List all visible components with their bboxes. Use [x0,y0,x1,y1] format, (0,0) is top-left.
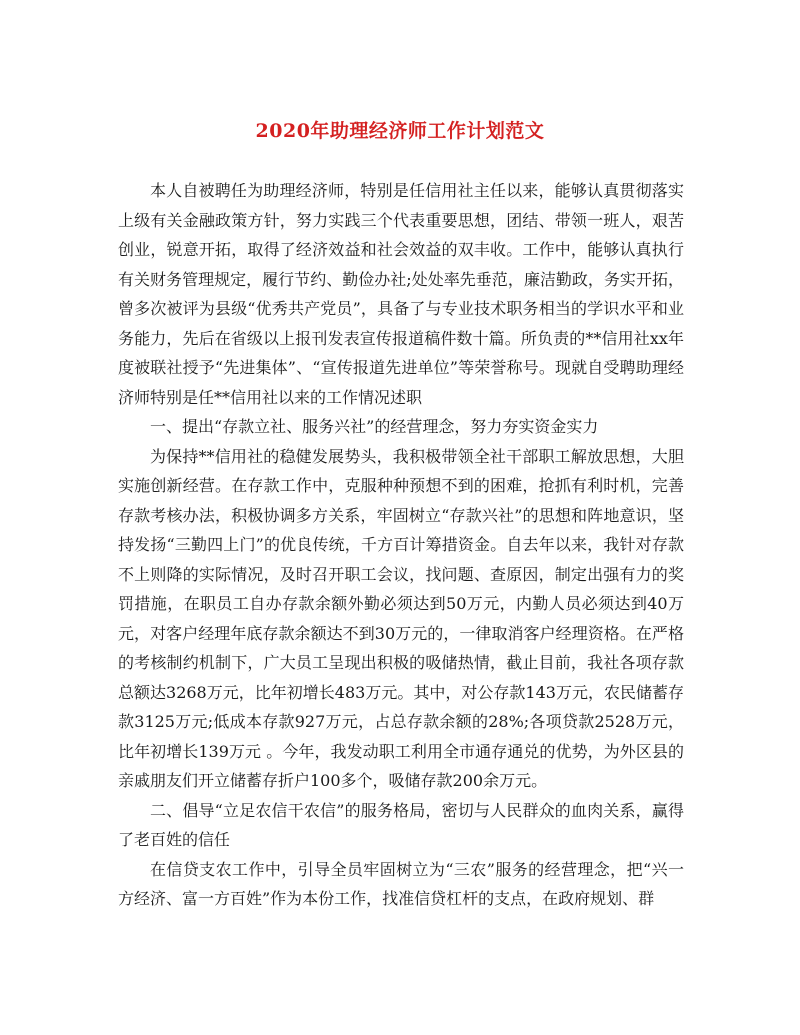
paragraph-deposits: 为保持**信用社的稳健发展势头，我积极带领全社干部职工解放思想，大胆实施创新经营。在存款工作中，克服种种预想不到的困难，抢抓有利时机，完善存款考核办法，积极协调多方关系，牢固树立“存款兴社”的思想和阵地意识，坚持发扬“三勤四上门”的优良传统，千方百计筹措资金。自去年以来，我针对存款不上则降的实际情况，及时召开职工会议，找问题、查原因，制定出强有力的奖罚措施，在职员工自办存款余额外勤必须达到50万元，内勤人员必须达到40万元，对客户经理年底存款余额达不到30万元的，一律取消客户经理资格。在严格的考核制约机制下，广大员工呈现出积极的吸储热情，截止目前，我社各项存款总额达3268万元，比年初增长483万元。其中，对公存款143万元，农民储蓄存款3125万元;低成本存款927万元，占总存款余额的28%;各项贷款2528万元，比年初增长139万元 。今年，我发动职工利用全市通存通兑的优势，为外区县的亲戚朋友们开立储蓄存折户100多个，吸储存款200余万元。 [118,446,684,790]
paragraph-credit: 在信贷支农工作中，引导全员牢固树立为“三农”服务的经营理念，把“兴一方经济、富一方百姓”作为本份工作，找准信贷杠杆的支点，在政府规划、群 [118,859,684,908]
section-heading-2: 二、倡导“立足农信干农信”的服务格局，密切与人民群众的血肉关系，赢得了老百姓的信任 [118,800,684,849]
document-body [118,176,684,914]
section-heading-1: 一、提出“存款立社、服务兴社”的经营理念，努力夯实资金实力 [150,417,599,436]
document-title: 2020年助理经济师工作计划范文 [255,120,545,142]
paragraph-intro: 本人自被聘任为助理经济师，特别是任信用社主任以来，能够认真贯彻落实上级有关金融政策方针，努力实践三个代表重要思想，团结、带领一班人，艰苦创业，锐意开拓，取得了经济效益和社会效益的双丰收。工作中，能够认真执行有关财务管理规定，履行节约、勤俭办社;处处率先垂范，廉洁勤政，务实开拓，曾多次被评为县级“优秀共产党员”，具备了与专业技术职务相当的学识水平和业务能力，先后在省级以上报刊发表宣传报道稿件数十篇。所负责的**信用社xx年度被联社授予“先进集体”、“宣传报道先进单位”等荣誉称号。现就自受聘助理经济师特别是任**信用社以来的工作情况述职 [118,181,684,407]
